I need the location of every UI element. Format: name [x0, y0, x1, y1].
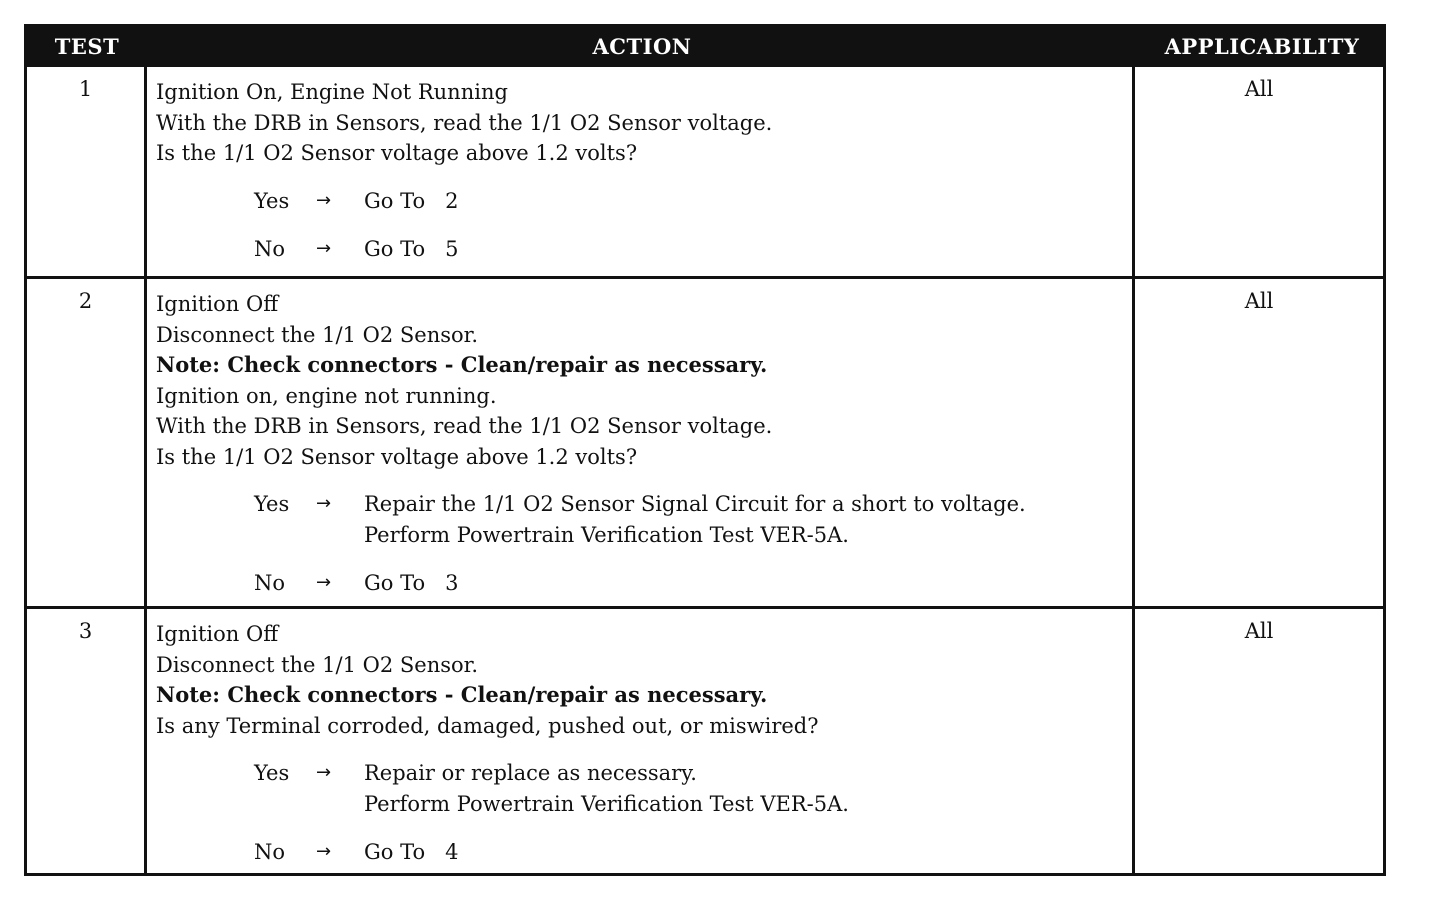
table-row [27, 279, 1383, 609]
arrow-right-icon: → [316, 762, 332, 783]
diagnostic-test-table [24, 24, 1386, 876]
action-line: Disconnect the 1/1 O2 Sensor. [156, 322, 479, 347]
arrow-right-icon: → [316, 572, 332, 593]
action-note: Note: Check connectors - Clean/repair as necessary. [156, 682, 768, 707]
applicability-cell: All [1244, 77, 1274, 101]
action-cell [147, 609, 1135, 876]
branch-list [156, 186, 1132, 265]
test-number: 3 [27, 609, 147, 876]
action-cell [147, 279, 1135, 606]
goto-number: 4 [445, 840, 459, 864]
branch-goto [364, 234, 459, 265]
goto-label: Go To [364, 840, 426, 864]
test-number: 2 [27, 279, 147, 606]
action-line: Ignition Off [156, 292, 279, 316]
branch-label: Yes [254, 761, 290, 785]
action-line: Ignition On, Engine Not Running [156, 80, 508, 104]
table-row [27, 609, 1383, 876]
goto-label: Go To [364, 188, 426, 213]
action-line: Is the 1/1 O2 Sensor voltage above 1.2 volts? [156, 444, 638, 469]
goto-number: 5 [445, 237, 459, 261]
result-line: Perform Powertrain Verification Test VER-5A. [364, 791, 849, 816]
branch-no [156, 837, 1132, 868]
branch-goto [364, 837, 459, 868]
branch-no [156, 234, 1132, 265]
goto-label: Go To [364, 237, 426, 261]
table-header [27, 27, 1383, 67]
result-line: Repair the 1/1 O2 Sensor Signal Circuit for a short to voltage. [364, 492, 1026, 516]
branch-yes [156, 186, 1132, 217]
branch-list [156, 489, 1132, 599]
branch-label: No [254, 571, 286, 595]
arrow-right-icon: → [316, 189, 332, 211]
goto-number: 3 [445, 571, 459, 595]
goto-number: 2 [445, 188, 459, 213]
action-cell [147, 67, 1135, 276]
table-row [27, 67, 1383, 279]
branch-no [156, 568, 1132, 599]
arrow-right-icon: → [316, 841, 332, 862]
branch-label: Yes [254, 492, 290, 516]
action-line: With the DRB in Sensors, read the 1/1 O2 Sensor voltage. [156, 414, 773, 438]
action-line: Disconnect the 1/1 O2 Sensor. [156, 652, 479, 677]
action-line: Is any Terminal corroded, damaged, pushed out, or miswired? [156, 713, 819, 738]
header-action: ACTION [592, 34, 692, 59]
action-line: With the DRB in Sensors, read the 1/1 O2 Sensor voltage. [156, 110, 773, 135]
branch-label: Yes [254, 188, 290, 213]
applicability-cell: All [1244, 289, 1274, 313]
branch-label: No [254, 840, 286, 864]
action-note: Note: Check connectors - Clean/repair as necessary. [156, 352, 768, 377]
branch-goto [364, 186, 459, 217]
branch-yes [156, 758, 1132, 819]
action-line: Is the 1/1 O2 Sensor voltage above 1.2 volts? [156, 141, 638, 165]
arrow-right-icon: → [316, 238, 332, 259]
branch-yes [156, 489, 1132, 550]
branch-label: No [254, 237, 286, 261]
action-line: Ignition on, engine not running. [156, 383, 497, 408]
header-test: TEST [54, 34, 120, 59]
goto-label: Go To [364, 571, 426, 595]
branch-list [156, 758, 1132, 868]
result-line: Repair or replace as necessary. [364, 761, 697, 785]
action-line: Ignition Off [156, 622, 279, 646]
branch-result [364, 489, 1026, 550]
arrow-right-icon: → [316, 493, 332, 514]
result-line: Perform Powertrain Verification Test VER-5A. [364, 522, 849, 547]
applicability-cell: All [1244, 619, 1274, 643]
branch-result [364, 758, 849, 819]
test-number: 1 [27, 67, 147, 276]
branch-goto [364, 568, 459, 599]
header-applicability: APPLICABILITY [1164, 34, 1360, 59]
